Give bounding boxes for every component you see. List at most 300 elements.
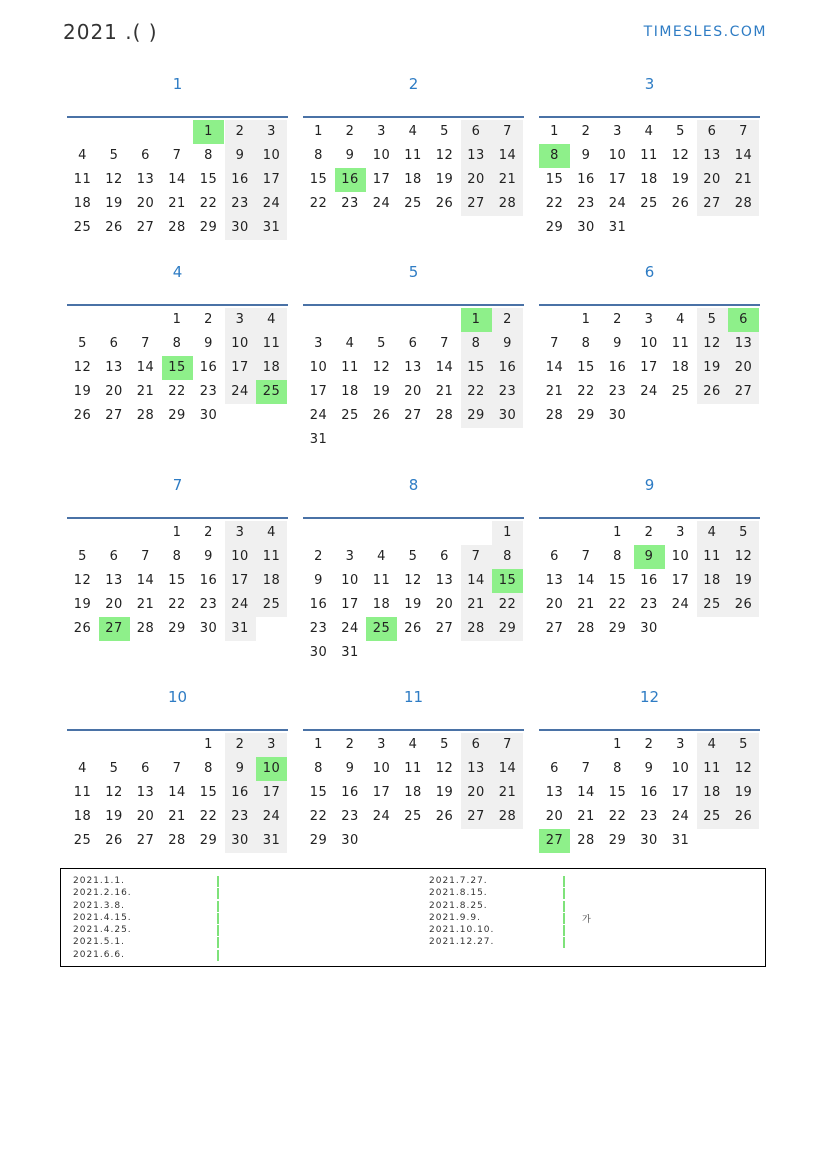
- day-cell: 20: [105, 384, 123, 399]
- day-cell: 22: [168, 384, 186, 399]
- month-days: [67, 116, 288, 235]
- day-cell: 20: [461, 168, 492, 192]
- day-cell: 22: [309, 809, 328, 824]
- day-cell: 13: [697, 144, 728, 168]
- holiday-day-cell: 10: [256, 757, 287, 781]
- day-cell: 4: [408, 124, 418, 139]
- day-cell: 26: [697, 380, 728, 404]
- day-cell: 7: [581, 761, 591, 776]
- day-cell: 7: [172, 761, 182, 776]
- day-cell: 11: [372, 573, 391, 588]
- day-cell: 25: [256, 593, 287, 617]
- day-cell: 20: [136, 809, 155, 824]
- day-cell: 16: [225, 781, 256, 805]
- day-cell: 8: [204, 761, 213, 776]
- day-cell: 3: [256, 733, 287, 757]
- day-cell: 17: [671, 573, 690, 588]
- day-cell: 9: [204, 336, 213, 351]
- day-cell: 22: [199, 809, 218, 824]
- day-cell: 15: [545, 172, 564, 187]
- day-cell: 21: [168, 196, 186, 211]
- day-cell: 17: [256, 168, 287, 192]
- holiday-day-cell: 25: [366, 617, 397, 641]
- day-cell: 18: [671, 360, 690, 375]
- day-cell: 22: [461, 380, 492, 404]
- day-cell: 24: [640, 384, 658, 399]
- day-cell: 11: [73, 172, 92, 187]
- day-cell: 4: [377, 549, 386, 564]
- day-cell: 13: [728, 332, 759, 356]
- day-cell: 16: [199, 360, 218, 375]
- month-days: [67, 517, 288, 636]
- day-cell: 13: [461, 144, 492, 168]
- day-cell: 1: [172, 525, 182, 540]
- day-cell: 10: [372, 761, 391, 776]
- day-cell: 27: [697, 192, 728, 216]
- month-calendar: [539, 475, 760, 636]
- day-cell: 10: [372, 148, 391, 163]
- day-cell: 26: [105, 833, 123, 848]
- day-cell: 28: [492, 805, 523, 829]
- month-label: 6: [644, 263, 655, 281]
- day-cell: 1: [613, 525, 622, 540]
- day-cell: 28: [577, 833, 595, 848]
- day-cell: 14: [492, 757, 523, 781]
- day-cell: 26: [435, 196, 454, 211]
- day-cell: 13: [461, 757, 492, 781]
- day-cell: 11: [256, 332, 287, 356]
- day-cell: 23: [341, 809, 359, 824]
- day-cell: 16: [608, 360, 627, 375]
- day-cell: 21: [461, 593, 492, 617]
- month-days: [539, 729, 760, 848]
- day-cell: 21: [136, 597, 155, 612]
- day-cell: 28: [136, 408, 155, 423]
- day-cell: 7: [550, 336, 559, 351]
- day-cell: 31: [256, 829, 287, 853]
- day-cell: 31: [608, 220, 627, 235]
- day-cell: 8: [172, 336, 182, 351]
- day-cell: 16: [577, 172, 595, 187]
- day-cell: 2: [492, 308, 523, 332]
- day-cell: 7: [461, 545, 492, 569]
- day-cell: 16: [492, 356, 523, 380]
- month-calendar: [67, 74, 288, 235]
- day-cell: 24: [372, 809, 391, 824]
- day-cell: 29: [168, 408, 186, 423]
- legend-date: 2021.6.6.: [73, 949, 125, 960]
- day-cell: 23: [341, 196, 359, 211]
- day-cell: 4: [676, 312, 685, 327]
- day-cell: 20: [545, 597, 564, 612]
- day-cell: 21: [545, 384, 564, 399]
- day-cell: 27: [136, 220, 155, 235]
- day-cell: 24: [341, 621, 359, 636]
- day-cell: 7: [581, 549, 591, 564]
- day-cell: 27: [136, 833, 155, 848]
- legend-date: 2021.2.16.: [73, 888, 132, 899]
- month-calendar: [67, 687, 288, 848]
- day-cell: 14: [461, 569, 492, 593]
- day-cell: 8: [314, 761, 323, 776]
- day-cell: 27: [461, 805, 492, 829]
- day-cell: 4: [644, 124, 654, 139]
- day-cell: 5: [377, 336, 386, 351]
- legend-date: 2021.1.1.: [73, 876, 125, 886]
- day-cell: 12: [105, 172, 123, 187]
- day-cell: 29: [492, 617, 523, 641]
- day-cell: 29: [309, 833, 328, 848]
- day-cell: 19: [435, 785, 454, 800]
- day-cell: 23: [199, 597, 218, 612]
- day-cell: 22: [199, 196, 218, 211]
- holiday-day-cell: 1: [461, 308, 492, 332]
- day-cell: 15: [309, 172, 328, 187]
- day-cell: 14: [545, 360, 564, 375]
- day-cell: 19: [73, 597, 92, 612]
- day-cell: 28: [545, 408, 564, 423]
- month-calendar: [539, 687, 760, 848]
- page-title: 2021 .( ): [63, 20, 158, 44]
- day-cell: 9: [345, 148, 355, 163]
- day-cell: 7: [172, 148, 182, 163]
- day-cell: 23: [225, 192, 256, 216]
- day-cell: 31: [671, 833, 690, 848]
- day-cell: 19: [728, 569, 759, 593]
- month-days: [303, 729, 524, 848]
- day-cell: 19: [435, 172, 454, 187]
- month-label: 4: [172, 263, 183, 281]
- month-calendar: [539, 262, 760, 423]
- day-cell: 18: [256, 569, 287, 593]
- day-cell: 12: [73, 573, 92, 588]
- month-label: 12: [639, 688, 660, 706]
- month-label: 10: [167, 688, 188, 706]
- day-cell: 10: [608, 148, 627, 163]
- day-cell: 9: [581, 148, 591, 163]
- day-cell: 5: [728, 521, 759, 545]
- day-cell: 4: [256, 521, 287, 545]
- day-cell: 29: [577, 408, 595, 423]
- day-cell: 24: [256, 192, 287, 216]
- day-cell: 25: [697, 593, 728, 617]
- day-cell: 5: [728, 733, 759, 757]
- day-cell: 2: [613, 312, 622, 327]
- day-cell: 15: [309, 785, 328, 800]
- day-cell: 20: [545, 809, 564, 824]
- day-cell: 2: [345, 124, 355, 139]
- day-cell: 9: [225, 757, 256, 781]
- day-cell: 6: [141, 761, 150, 776]
- day-cell: 28: [136, 621, 155, 636]
- day-cell: 24: [225, 380, 256, 404]
- day-cell: 6: [440, 549, 449, 564]
- day-cell: 30: [341, 833, 359, 848]
- day-cell: 14: [577, 785, 595, 800]
- day-cell: 11: [404, 148, 422, 163]
- day-cell: 4: [697, 733, 728, 757]
- day-cell: 7: [440, 336, 449, 351]
- day-cell: 13: [136, 172, 155, 187]
- day-cell: 15: [199, 785, 218, 800]
- day-cell: 5: [78, 549, 87, 564]
- day-cell: 7: [141, 336, 150, 351]
- brand-link[interactable]: TIMESLES.COM: [643, 24, 767, 40]
- day-cell: 23: [225, 805, 256, 829]
- day-cell: 8: [204, 148, 213, 163]
- day-cell: 26: [73, 408, 92, 423]
- day-cell: 24: [256, 805, 287, 829]
- day-cell: 22: [608, 809, 627, 824]
- day-cell: 27: [105, 408, 123, 423]
- day-cell: 24: [671, 597, 690, 612]
- day-cell: 27: [404, 408, 422, 423]
- day-cell: 26: [728, 593, 759, 617]
- day-cell: 14: [136, 360, 155, 375]
- holiday-day-cell: 8: [539, 144, 570, 168]
- day-cell: 10: [671, 549, 690, 564]
- holiday-day-cell: 25: [256, 380, 287, 404]
- day-cell: 29: [168, 621, 186, 636]
- day-cell: 23: [577, 196, 595, 211]
- day-cell: 22: [309, 196, 328, 211]
- day-cell: 18: [341, 384, 359, 399]
- day-cell: 21: [492, 781, 523, 805]
- day-cell: 4: [78, 148, 87, 163]
- day-cell: 3: [676, 525, 685, 540]
- day-cell: 22: [545, 196, 564, 211]
- day-cell: 3: [377, 737, 386, 752]
- day-cell: 23: [640, 597, 658, 612]
- day-cell: 8: [613, 549, 622, 564]
- day-cell: 2: [204, 312, 213, 327]
- day-cell: 10: [256, 144, 287, 168]
- day-cell: 21: [136, 384, 155, 399]
- day-cell: 2: [225, 733, 256, 757]
- month-label: 8: [408, 476, 419, 494]
- day-cell: 14: [492, 144, 523, 168]
- day-cell: 20: [136, 196, 155, 211]
- day-cell: 3: [225, 308, 256, 332]
- day-cell: 2: [345, 737, 355, 752]
- day-cell: 27: [435, 621, 454, 636]
- legend-date: 2021.3.8.: [73, 900, 125, 911]
- month-calendar: [303, 262, 524, 447]
- day-cell: 20: [404, 384, 422, 399]
- day-cell: 1: [204, 737, 213, 752]
- day-cell: 8: [492, 545, 523, 569]
- day-cell: 31: [309, 432, 328, 447]
- month-label: 11: [403, 688, 424, 706]
- legend-date: 2021.12.27.: [429, 937, 495, 948]
- month-label: 9: [644, 476, 655, 494]
- day-cell: 18: [640, 172, 658, 187]
- day-cell: 18: [697, 781, 728, 805]
- day-cell: 11: [256, 545, 287, 569]
- month-days: [303, 517, 524, 660]
- holiday-day-cell: 16: [335, 168, 366, 192]
- day-cell: 15: [608, 785, 627, 800]
- day-cell: 28: [435, 408, 454, 423]
- day-cell: 10: [309, 360, 328, 375]
- day-cell: 22: [492, 593, 523, 617]
- day-cell: 7: [728, 120, 759, 144]
- day-cell: 17: [341, 597, 359, 612]
- day-cell: 30: [309, 645, 328, 660]
- day-cell: 26: [73, 621, 92, 636]
- day-cell: 17: [608, 172, 627, 187]
- month-days: [303, 116, 524, 211]
- day-cell: 24: [608, 196, 627, 211]
- day-cell: 5: [440, 737, 449, 752]
- day-cell: 14: [577, 573, 595, 588]
- day-cell: 5: [109, 761, 119, 776]
- day-cell: 17: [225, 356, 256, 380]
- day-cell: 22: [577, 384, 595, 399]
- day-cell: 29: [608, 621, 627, 636]
- month-days: [539, 116, 760, 235]
- day-cell: 23: [640, 809, 658, 824]
- legend-left-dates: [73, 875, 132, 961]
- month-calendar: [67, 262, 288, 423]
- day-cell: 3: [676, 737, 685, 752]
- month-label: 5: [408, 263, 419, 281]
- day-cell: 20: [435, 597, 454, 612]
- day-cell: 15: [199, 172, 218, 187]
- day-cell: 26: [404, 621, 422, 636]
- day-cell: 3: [377, 124, 386, 139]
- day-cell: 6: [697, 120, 728, 144]
- day-cell: 10: [225, 545, 256, 569]
- day-cell: 30: [199, 408, 218, 423]
- day-cell: 3: [345, 549, 355, 564]
- day-cell: 30: [225, 216, 256, 240]
- day-cell: 7: [141, 549, 150, 564]
- day-cell: 8: [613, 761, 622, 776]
- day-cell: 16: [309, 597, 328, 612]
- day-cell: 25: [404, 196, 422, 211]
- day-cell: 4: [256, 308, 287, 332]
- day-cell: 13: [136, 785, 155, 800]
- day-cell: 18: [372, 597, 391, 612]
- holiday-day-cell: 9: [634, 545, 665, 569]
- day-cell: 23: [608, 384, 627, 399]
- month-calendar: [303, 475, 524, 660]
- day-cell: 11: [341, 360, 359, 375]
- day-cell: 17: [309, 384, 328, 399]
- month-days: [539, 517, 760, 636]
- day-cell: 21: [492, 168, 523, 192]
- day-cell: 5: [78, 336, 87, 351]
- day-cell: 3: [225, 521, 256, 545]
- day-cell: 2: [225, 120, 256, 144]
- day-cell: 30: [492, 404, 523, 428]
- day-cell: 12: [435, 148, 454, 163]
- day-cell: 18: [404, 172, 422, 187]
- day-cell: 20: [728, 356, 759, 380]
- day-cell: 15: [168, 573, 186, 588]
- day-cell: 5: [440, 124, 449, 139]
- holiday-day-cell: 27: [539, 829, 570, 853]
- day-cell: 24: [309, 408, 328, 423]
- day-cell: 18: [404, 785, 422, 800]
- day-cell: 19: [105, 196, 123, 211]
- day-cell: 16: [640, 785, 658, 800]
- day-cell: 8: [172, 549, 182, 564]
- legend-date: 2021.8.25.: [429, 900, 488, 911]
- day-cell: 4: [78, 761, 87, 776]
- day-cell: 21: [435, 384, 454, 399]
- day-cell: 11: [73, 785, 92, 800]
- day-cell: 9: [225, 144, 256, 168]
- day-cell: 20: [105, 597, 123, 612]
- day-cell: 31: [256, 216, 287, 240]
- day-cell: 15: [461, 356, 492, 380]
- day-cell: 19: [105, 809, 123, 824]
- legend-date: 2021.4.25.: [73, 925, 132, 936]
- day-cell: 30: [577, 220, 595, 235]
- holiday-day-cell: 27: [99, 617, 130, 641]
- day-cell: 1: [492, 521, 523, 545]
- day-cell: 27: [461, 192, 492, 216]
- day-cell: 28: [728, 192, 759, 216]
- month-days: [67, 304, 288, 423]
- legend-date: 2021.5.1.: [73, 937, 125, 948]
- legend-date: 2021.9.9.: [429, 912, 481, 923]
- day-cell: 30: [225, 829, 256, 853]
- legend-note: 가: [582, 915, 591, 925]
- day-cell: 15: [608, 573, 627, 588]
- day-cell: 25: [404, 809, 422, 824]
- day-cell: 9: [644, 761, 654, 776]
- day-cell: 1: [581, 312, 591, 327]
- day-cell: 20: [697, 168, 728, 192]
- day-cell: 21: [728, 168, 759, 192]
- day-cell: 30: [199, 621, 218, 636]
- holiday-day-cell: 6: [728, 308, 759, 332]
- day-cell: 25: [697, 805, 728, 829]
- legend-right-dates: [429, 875, 494, 949]
- day-cell: 9: [613, 336, 622, 351]
- legend-date: 2021.8.15.: [429, 888, 488, 899]
- day-cell: 30: [608, 408, 627, 423]
- day-cell: 16: [341, 785, 359, 800]
- day-cell: 27: [545, 621, 564, 636]
- day-cell: 10: [640, 336, 658, 351]
- day-cell: 11: [697, 545, 728, 569]
- day-cell: 4: [408, 737, 418, 752]
- day-cell: 21: [577, 597, 595, 612]
- day-cell: 12: [697, 332, 728, 356]
- day-cell: 23: [309, 621, 328, 636]
- month-label: 7: [172, 476, 183, 494]
- day-cell: 19: [671, 172, 690, 187]
- day-cell: 24: [225, 593, 256, 617]
- day-cell: 28: [168, 220, 186, 235]
- day-cell: 2: [581, 124, 591, 139]
- day-cell: 23: [199, 384, 218, 399]
- day-cell: 16: [225, 168, 256, 192]
- day-cell: 23: [492, 380, 523, 404]
- day-cell: 1: [613, 737, 622, 752]
- day-cell: 28: [168, 833, 186, 848]
- day-cell: 17: [671, 785, 690, 800]
- day-cell: 2: [644, 737, 654, 752]
- month-days: [539, 304, 760, 423]
- day-cell: 26: [105, 220, 123, 235]
- day-cell: 6: [109, 549, 119, 564]
- day-cell: 12: [73, 360, 92, 375]
